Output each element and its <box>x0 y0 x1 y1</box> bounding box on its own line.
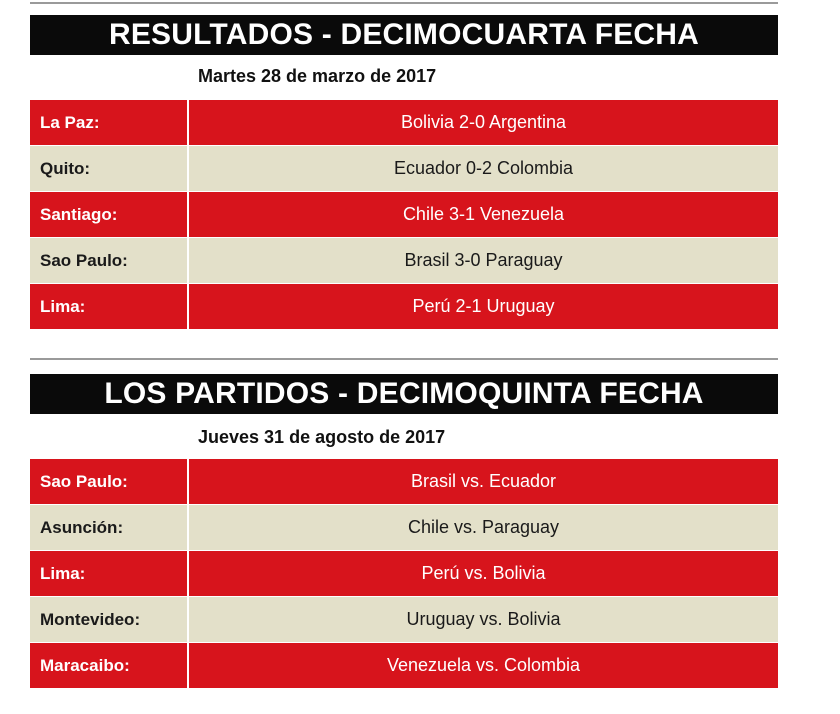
match-cell: Brasil vs. Ecuador <box>410 471 557 491</box>
match-cell: Perú 2-1 Uruguay <box>412 296 555 316</box>
match-cell: Ecuador 0-2 Colombia <box>393 158 574 178</box>
table-row <box>30 551 778 597</box>
top-rule <box>30 2 778 4</box>
section-title-partidos: LOS PARTIDOS - DECIMOQUINTA FECHA <box>30 374 778 414</box>
city-cell: La Paz: <box>30 100 189 145</box>
table-row <box>30 597 778 643</box>
match-cell: Uruguay vs. Bolivia <box>406 609 561 629</box>
match-cell: Bolivia 2-0 Argentina <box>400 112 567 132</box>
match-cell: Brasil 3-0 Paraguay <box>404 250 563 270</box>
city-cell: Asunción: <box>30 505 189 550</box>
section-title-resultados: RESULTADOS - DECIMOCUARTA FECHA <box>30 15 778 55</box>
match-cell: Perú vs. Bolivia <box>421 563 546 583</box>
city-cell: Lima: <box>30 551 189 596</box>
city-cell: Sao Paulo: <box>30 459 189 504</box>
results-table <box>30 100 778 329</box>
city-cell: Sao Paulo: <box>30 238 189 283</box>
city-cell: Quito: <box>30 146 189 191</box>
table-row <box>30 146 778 192</box>
section-date-resultados: Martes 28 de marzo de 2017 <box>198 66 437 86</box>
fixtures-table <box>30 459 778 688</box>
table-row <box>30 459 778 505</box>
match-cell: Chile vs. Paraguay <box>407 517 560 537</box>
match-cell: Venezuela vs. Colombia <box>386 655 581 675</box>
table-row <box>30 192 778 238</box>
table-row <box>30 238 778 284</box>
middle-rule <box>30 358 778 360</box>
table-row <box>30 643 778 688</box>
table-row <box>30 100 778 146</box>
city-cell: Montevideo: <box>30 597 189 642</box>
table-row <box>30 284 778 329</box>
city-cell: Maracaibo: <box>30 643 189 688</box>
table-row <box>30 505 778 551</box>
city-cell: Lima: <box>30 284 189 329</box>
section-date-partidos: Jueves 31 de agosto de 2017 <box>198 427 446 447</box>
match-cell: Chile 3-1 Venezuela <box>402 204 565 224</box>
city-cell: Santiago: <box>30 192 189 237</box>
